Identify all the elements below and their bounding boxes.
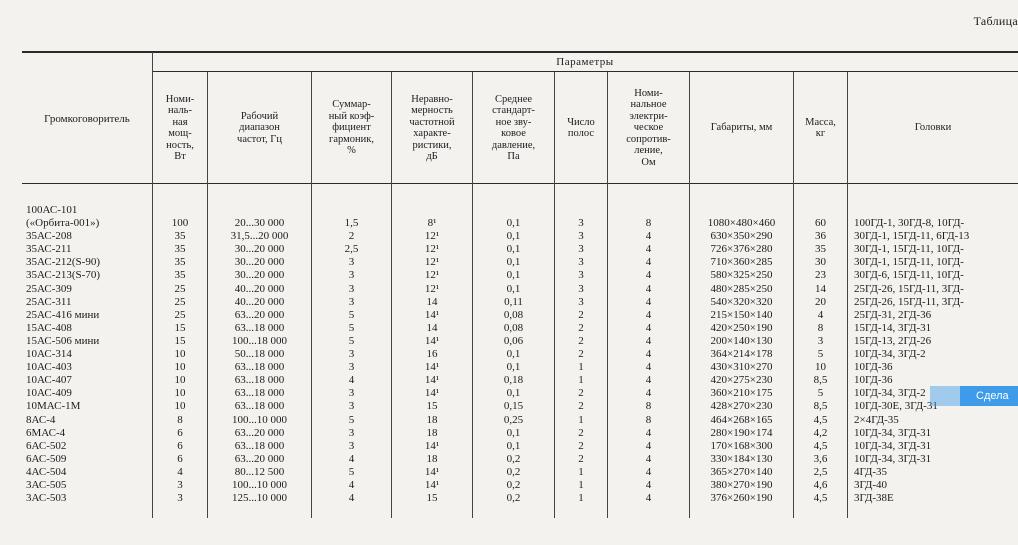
nonuniformity-column: 8¹ 12¹ 12¹ 12¹ 12¹ 12¹ 14 14¹ 14 14¹ 16 14¹ 14¹ 14¹ 15 18 18 14¹ 18 14¹ 14¹ 15 [424, 217, 440, 505]
pressure-column: 0,1 0,1 0,1 0,1 0,1 0,1 0,11 0,08 0,08 0,06 0,1 0,1 0,18 0,1 0,15 0,25 0,1 0,1 0,2 0,2 0,2 0,2 [503, 217, 524, 505]
action-button[interactable]: Сдела [960, 386, 1018, 406]
header-nonuniformity: Неравно- мерность частотной характе- ристики, дБ [409, 93, 455, 162]
bands-column: 3 3 3 3 3 3 3 2 2 2 2 1 1 2 2 1 2 2 2 1 1 1 [578, 217, 584, 505]
header-pressure: Среднее стандарт- ное зву- ковое давление, Па [491, 93, 536, 162]
dimensions-column: 1080×480×460 630×350×290 726×376×280 710×360×285 580×325×250 480×285×250 540×320×320 215×150×140 420×250×190 200×140×130 364×214×178 430×310×270 420×275×230 360×210×175 428×270×230 464×268×165 280×190×174 170×168×300 330×184×130 365×270×140 380×270×190 376×260×190 [707, 217, 776, 505]
header-heads: Головки [914, 122, 952, 134]
impedance-column: 8 4 4 4 4 4 4 4 4 4 4 4 4 4 8 8 4 4 4 4 4 4 [645, 217, 652, 505]
mass-column: 60 36 35 30 23 14 20 4 8 3 5 10 8,5 5 8,5 4,5 4,2 4,5 3,6 2,5 4,6 4,5 [813, 217, 828, 505]
header-bottom-rule [22, 183, 1018, 184]
selection-highlight [930, 386, 960, 406]
header-dimensions: Габариты, мм [710, 122, 773, 134]
header-impedance: Номи- нальное электри- ческое сопротив- ление, Ом [626, 87, 671, 168]
params-rule [152, 71, 1018, 72]
header-speaker: Громкоговоритель [44, 113, 130, 126]
range-column: 20...30 000 31,5...20 000 30...20 000 30...20 000 30...20 000 40...20 000 40...20 000 63...20 000 63...18 000 100...18 000 50...18 000 63...18 000 63...18 000 63...18 000 63...18 000 100...10 000 63...20 000 63...18 000 63...20 000 80...12 500 100...10 000 125...10 000 [230, 217, 289, 505]
thd-column: 1,5 2 2,5 3 3 3 3 5 5 5 3 3 4 3 3 5 3 3 4 5 4 4 [344, 217, 359, 505]
header-range: Рабочий диапазон частот, Гц [237, 110, 282, 145]
header-bands: Число полос [567, 116, 595, 139]
header-power: Номи- наль- ная мощ- ность, Вт [165, 93, 195, 162]
speaker-column: 100АС-101 («Орбита-001») 35АС-208 35АС-211 35АС-212(S-90) 35АС-213(S-70) 25АС-309 25АС-311 25АС-416 мини 15АС-408 15АС-506 мини 10АС-314 10АС-403 10АС-407 10АС-409 10МАС-1М 8АС-4 6МАС-4 6АС-502 6АС-509 4АС-504 3АС-505 3АС-503 [26, 204, 101, 505]
header-mass: Масса, кг [805, 116, 836, 139]
heads-column: 100ГД-1, 30ГД-8, 10ГД- 30ГД-1, 15ГД-11, 6ГД-13 30ГД-1, 15ГД-11, 10ГД- 30ГД-1, 15ГД-11, 10ГД- 30ГД-6, 15ГД-11, 10ГД- 25ГД-26, 15ГД-11, 3ГД- 25ГД-26, 15ГД-11, 3ГД- 25ГД-31, 2ГД-36 15ГД-14, 3ГД-31 15ГД-13, 2ГД-26 10ГД-34, 3ГД-2 10ГД-36 10ГД-36 10ГД-34, 3ГД-2 10ГД-30Е, 3ГД-31 2×4ГД-35 10ГД-34, 3ГД-31 10ГД-34, 3ГД-31 10ГД-34, 3ГД-31 4ГД-35 3ГД-40 3ГД-38Е [854, 217, 970, 505]
header-thd: Суммар- ный коэф- фициент гармоник, % [328, 99, 375, 157]
params-header: Параметры [556, 56, 614, 68]
top-rule [22, 51, 1018, 53]
table-label: Таблица [973, 14, 1018, 28]
power-column: 100 35 35 35 35 25 25 25 15 15 10 10 10 10 10 8 6 6 6 4 3 3 [171, 217, 189, 505]
